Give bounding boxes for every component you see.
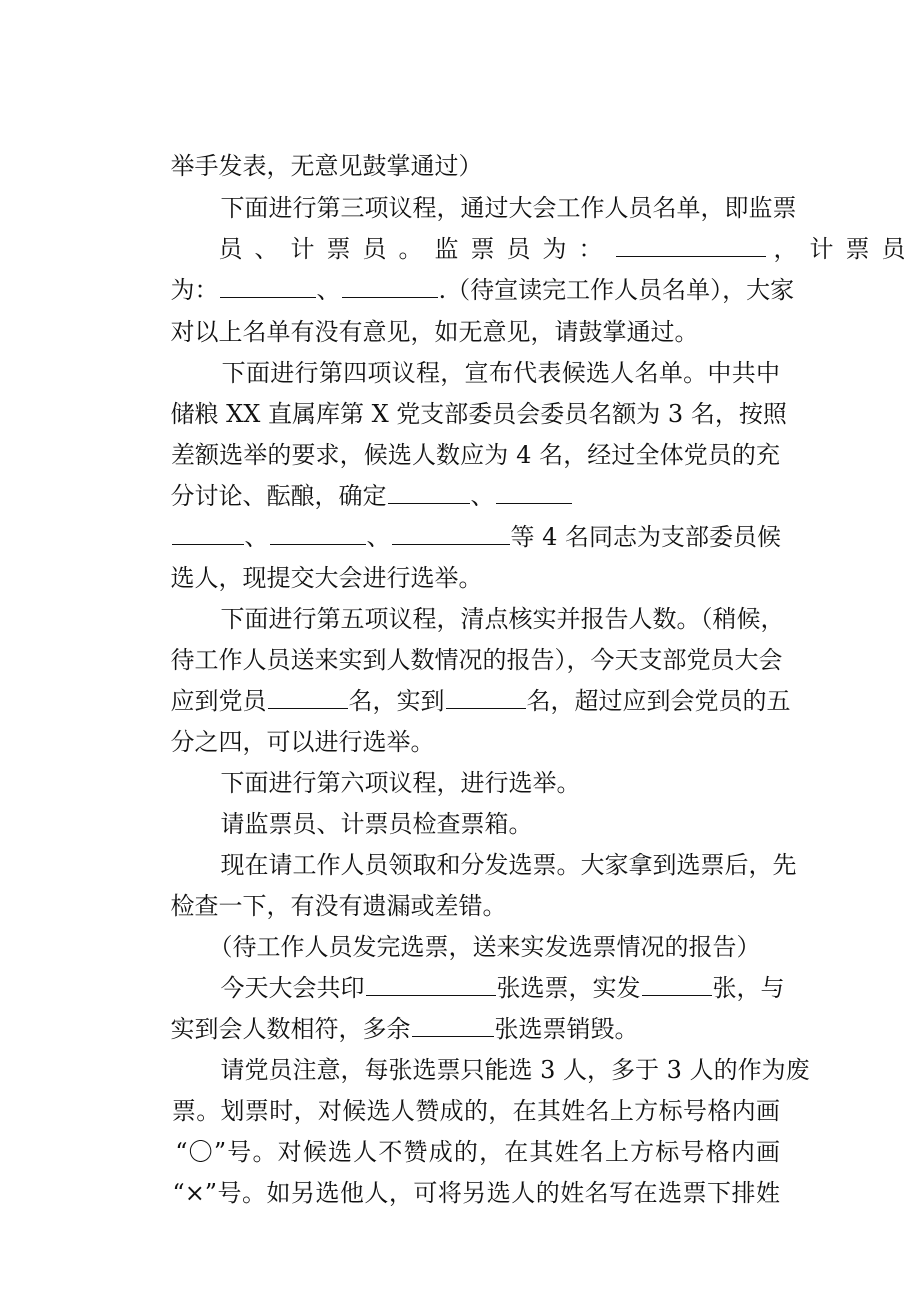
text-line: 为： 、 .（待宣读完工作人员名单），大家 (170, 276, 795, 304)
text-line: 下面进行第四项议程，宣布代表候选人名单。中共中 (221, 359, 781, 387)
text-line: “〇”号。对候选人不赞成的，在其姓名上方标号格内画 (175, 1138, 781, 1166)
text-line: 实到会人数相符，多余 张选票销毁。 (170, 1015, 639, 1043)
text-line: 举手发表，无意见鼓掌通过） (170, 152, 483, 180)
text-line: 分之四，可以进行选举。 (170, 728, 435, 756)
text-line: （待工作人员发完选票，送来实发选票情况的报告） (208, 933, 761, 961)
text-line: 选人，现提交大会进行选举。 (170, 564, 483, 592)
text-line: 对以上名单有没有意见，如无意见，请鼓掌通过。 (170, 318, 699, 346)
text-line: 请监票员、计票员检查票箱。 (220, 810, 533, 838)
fill-blank (642, 994, 712, 996)
text-line: “×”号。如另选他人，可将另选人的姓名写在选票下排姓 (172, 1179, 780, 1207)
text-line: 分讨论、酝酿，确定 、 (140, 448, 573, 480)
text-line: 、 、 等 4 名同志为支部委员候 (140, 489, 781, 521)
text-line: 员、计票员。监票员为： ，计票员 (218, 235, 918, 263)
text-line: 现在请工作人员领取和分发选票。大家拿到选票后，先 (220, 851, 797, 879)
text-line: 待工作人员送来实到人数情况的报告），今天支部党员大会 (170, 646, 783, 674)
text-line: 下面进行第六项议程，进行选举。 (220, 769, 581, 797)
text-line: 下面进行第三项议程，通过大会工作人员名单，即监票 (220, 194, 797, 222)
fill-blank (446, 707, 526, 709)
text-line: 下面进行第五项议程，清点核实并报告人数。（稍候， (220, 605, 785, 633)
text-line: 应到党员 名，实到 名，超过应到会党员的五 (170, 687, 791, 715)
text-line: 储粮 XX 直属库第 X 党支部委员会委员名额为 3 名，按照 (170, 400, 787, 428)
text-line: 检查一下，有没有遗漏或差错。 (170, 892, 507, 920)
text-line: 差额选举的要求，候选人数应为 4 名，经过全体党员的充 (170, 441, 781, 469)
text-line: 票。划票时，对候选人赞成的，在其姓名上方标号格内画 (171, 1097, 781, 1125)
text-line: 今天大会共印 张选票，实发 张，与 (220, 974, 785, 1002)
text-line: 请党员注意，每张选票只能选 3 人，多于 3 人的作为废 (220, 1056, 810, 1084)
